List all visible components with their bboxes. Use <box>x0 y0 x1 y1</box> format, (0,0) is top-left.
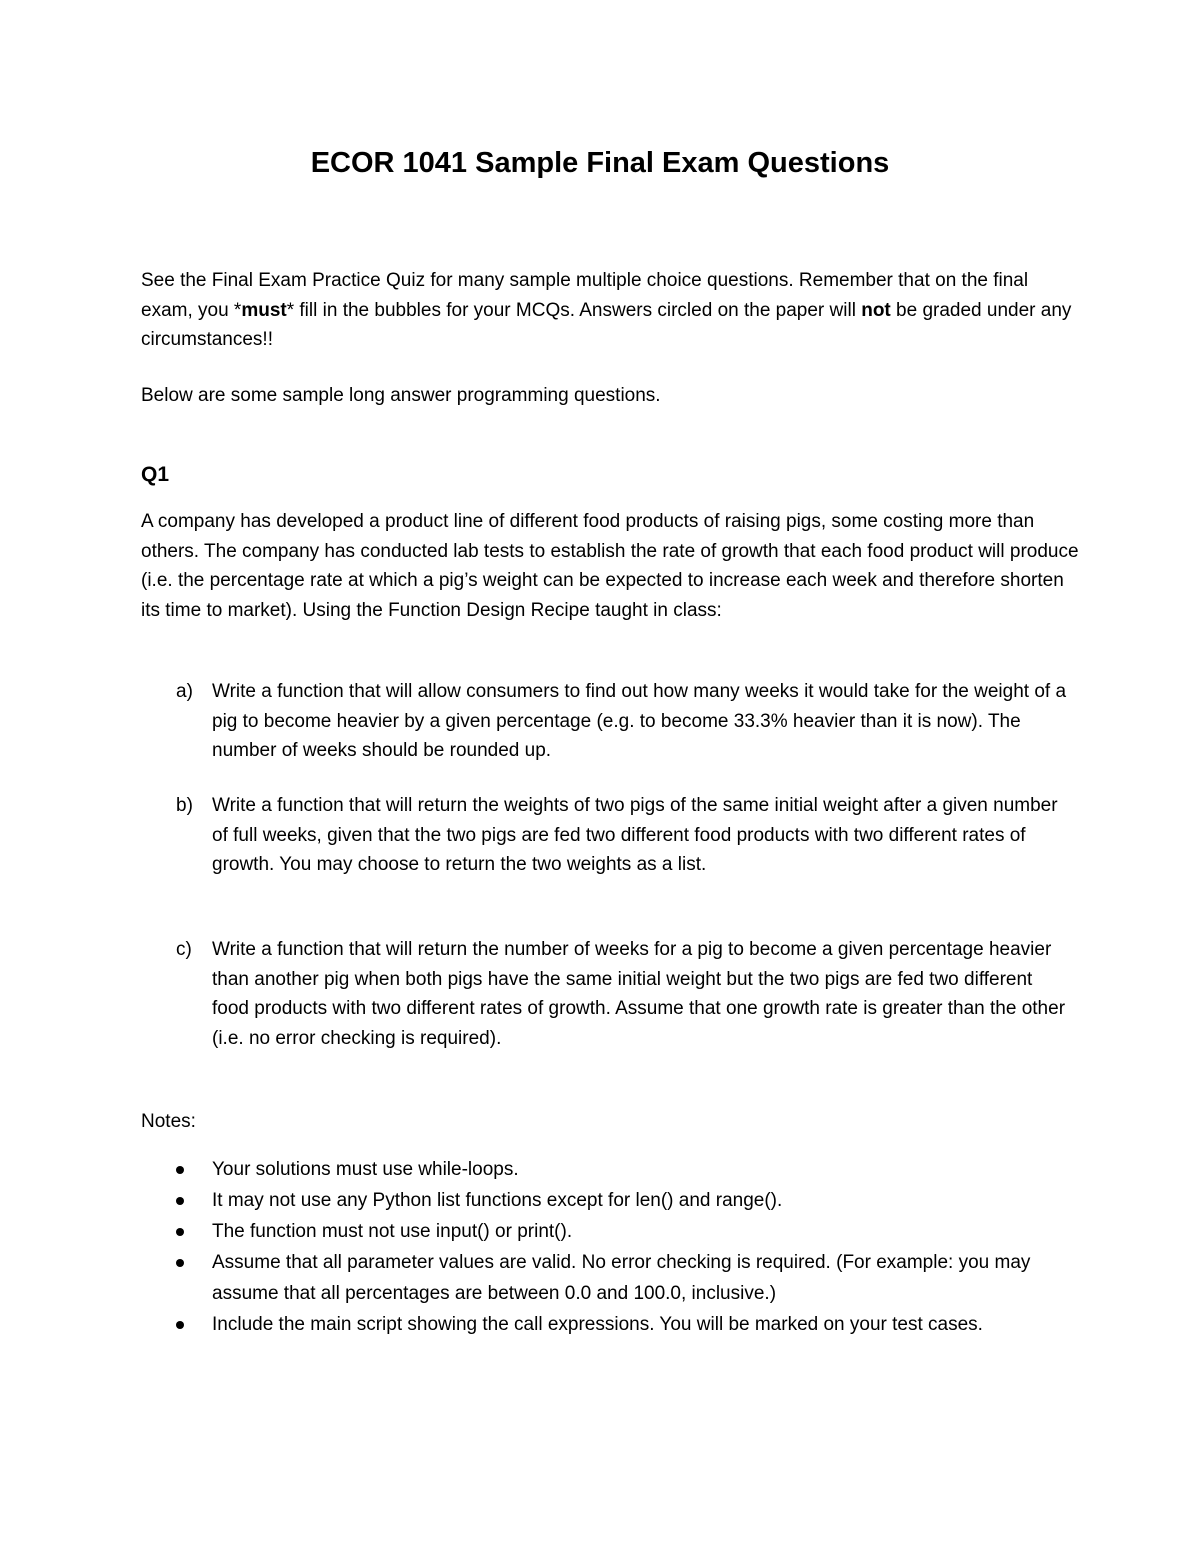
bullet-icon <box>176 1259 184 1267</box>
item-label: b) <box>176 795 193 816</box>
item-text: Write a function that will return the weights of two pigs of the same initial weight after a given number of full weeks, given that the two pigs are fed two different food products with two different rates of growth. You may choose to return the two weights as a list. <box>212 795 1058 875</box>
notes-list-item <box>141 1154 1081 1185</box>
notes-list <box>141 1154 1081 1340</box>
bullet-icon <box>176 1197 184 1205</box>
q1-heading: Q1 <box>141 463 170 486</box>
intro-text-3: be graded under any circumstances!! <box>141 299 1072 350</box>
item-text: Write a function that will allow consumers to find out how many weeks it would take for the weight of a pig to become heavier by a given percentage (e.g. to become 33.3% heavier than it is now). The number of weeks should be rounded up. <box>212 681 1067 761</box>
item-text: Write a function that will return the number of weeks for a pig to become a given percentage heavier than another pig when both pigs have the same initial weight but the two pigs are fed two different food products with two different rates of growth. Assume that one growth rate is greater than the other (i.e. no error checking is required). <box>212 939 1066 1049</box>
bullet-icon <box>176 1321 184 1329</box>
notes-item-text: Assume that all parameter values are valid. No error checking is required. (For example: you may assume that all percentages are between 0.0 and 100.0, inclusive.) <box>212 1252 1031 1304</box>
page-title: ECOR 1041 Sample Final Exam Questions <box>310 147 890 179</box>
bullet-icon <box>176 1228 184 1236</box>
bullet-icon <box>176 1166 184 1174</box>
intro-emphasis-not: not <box>861 299 891 321</box>
q1-body: A company has developed a product line of different food products of raising pigs, some costing more than others. The company has conducted lab tests to establish the rate of growth that each food product will produce (i.e. the percentage rate at which a pig’s weight can be expected to increase each week and therefore shorten its time to market). Using the Function Design Recipe taught in class: <box>141 511 1079 621</box>
notes-item-text: Your solutions must use while-loops. <box>212 1159 519 1180</box>
intro-paragraph <box>141 266 1081 355</box>
notes-item-text: Include the main script showing the call expressions. You will be marked on your test cases. <box>212 1314 983 1335</box>
item-label: c) <box>176 939 192 960</box>
notes-list-item <box>141 1185 1081 1216</box>
notes-list-item <box>141 1309 1081 1340</box>
notes-item-text: It may not use any Python list functions except for len() and range(). <box>212 1190 783 1211</box>
notes-list-item <box>141 1216 1081 1247</box>
intro-emphasis-must: must <box>241 299 287 321</box>
below-paragraph: Below are some sample long answer programming questions. <box>141 385 661 406</box>
item-label: a) <box>176 681 193 702</box>
notes-list-item <box>141 1247 1081 1309</box>
notes-item-text: The function must not use input() or print(). <box>212 1221 573 1242</box>
intro-text-2: * fill in the bubbles for your MCQs. Answers circled on the paper will <box>286 299 862 321</box>
intro-text-1: See the Final Exam Practice Quiz for many sample multiple choice questions. Remember that on the final exam, you * <box>141 270 1029 321</box>
notes-label: Notes: <box>141 1111 196 1132</box>
